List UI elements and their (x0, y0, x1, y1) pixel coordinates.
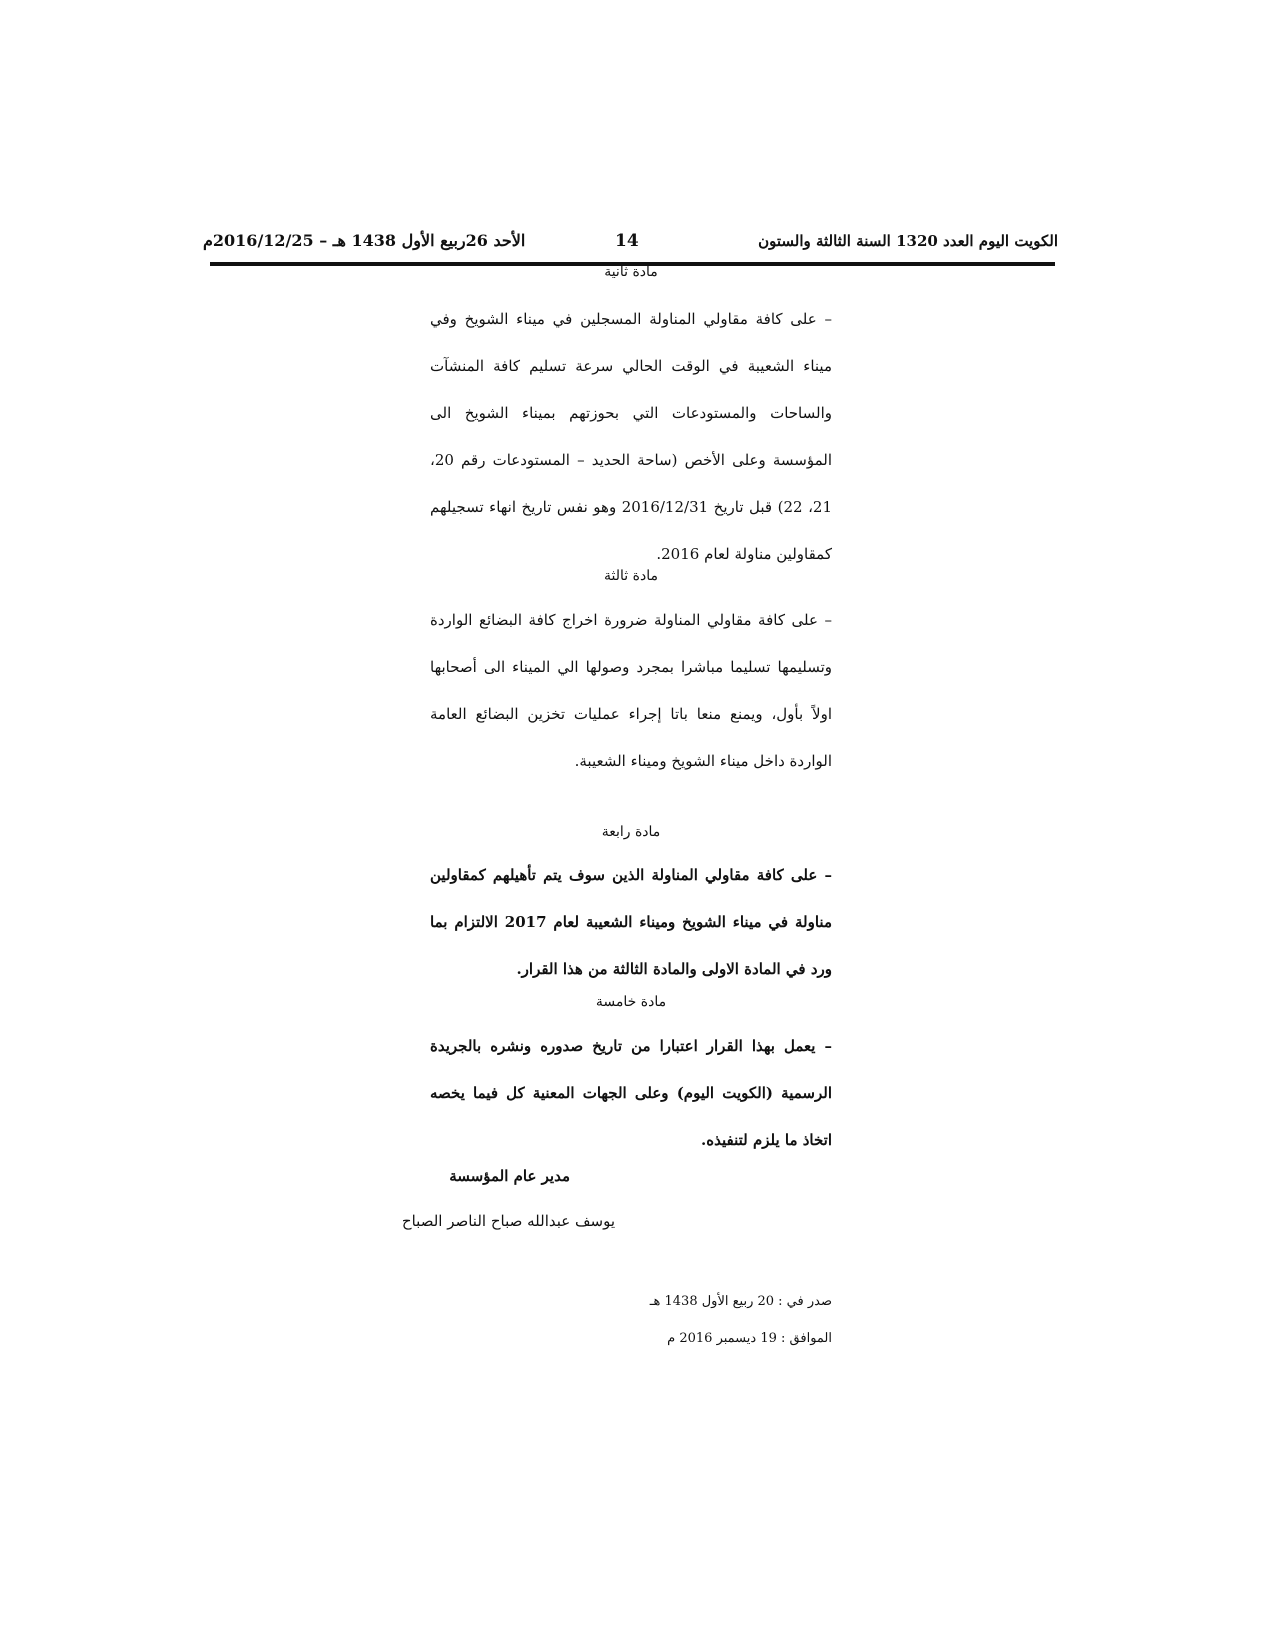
article-4-title: مادة رابعة (601, 824, 661, 840)
issued-gregorian-date: الموافق : 19 ديسمبر 2016 م (667, 1331, 832, 1346)
signatory-title: مدير عام المؤسسة (449, 1167, 570, 1185)
article-5-body (430, 1023, 832, 1164)
article-5-title: مادة خامسة (595, 994, 667, 1010)
article-3-body (430, 597, 832, 785)
page-header (203, 226, 1058, 256)
article-3-title: مادة ثالثة (604, 568, 658, 584)
article-4-text: – على كافة مقاولي المناولة الذين سوف يتم تأهيلهم كمقاولين مناولة في ميناء الشويخ وميناء الشعيبة لعام 2017 الالتزام بما ورد في المادة الاولى والمادة الثالثة من هذا القرار. (430, 866, 832, 978)
article-4-body (430, 852, 832, 993)
issued-hijri-date: صدر في : 20 ربيع الأول 1438 هـ (649, 1294, 832, 1309)
article-2-title: مادة ثانية (604, 264, 658, 280)
page-number: 14 (615, 231, 639, 251)
article-5-text: – يعمل بهذا القرار اعتبارا من تاريخ صدوره ونشره بالجريدة الرسمية (الكويت اليوم) وعلى الجهات المعنية كل فيما يخصه اتخاذ ما يلزم لتنفيذه. (430, 1037, 832, 1149)
article-2-text: – على كافة مقاولي المناولة المسجلين في ميناء الشويخ وفي ميناء الشعيبة في الوقت الحالي سرعة تسليم كافة المنشآت والساحات والمستودعات التي بحوزتهم بميناء الشويخ الى المؤسسة وعلى الأخص (ساحة الحديد – المستودعات رقم 20، 21، 22) قبل تاريخ 2016/12/31 وهو نفس تاريخ انهاء تسجيلهم كمقاولين مناولة لعام 2016. (430, 310, 833, 563)
article-2-body (430, 296, 832, 578)
article-3-text: – على كافة مقاولي المناولة ضرورة اخراج كافة البضائع الواردة وتسليمها تسليما مباشرا بمجرد وصولها الي الميناء الى أصحابها اولاً بأول، ويمنع منعا باتا إجراء عمليات تخزين البضائع العامة الواردة داخل ميناء الشويخ وميناء الشعيبة. (430, 611, 832, 770)
gazette-issue-info: الكويت اليوم العدد 1320 السنة الثالثة والستون (758, 232, 1058, 250)
signatory-name: يوسف عبدالله صباح الناصر الصباح (401, 1212, 615, 1230)
issue-date: الأحد 26ربيع الأول 1438 هـ – 2016/12/25م (203, 231, 526, 250)
